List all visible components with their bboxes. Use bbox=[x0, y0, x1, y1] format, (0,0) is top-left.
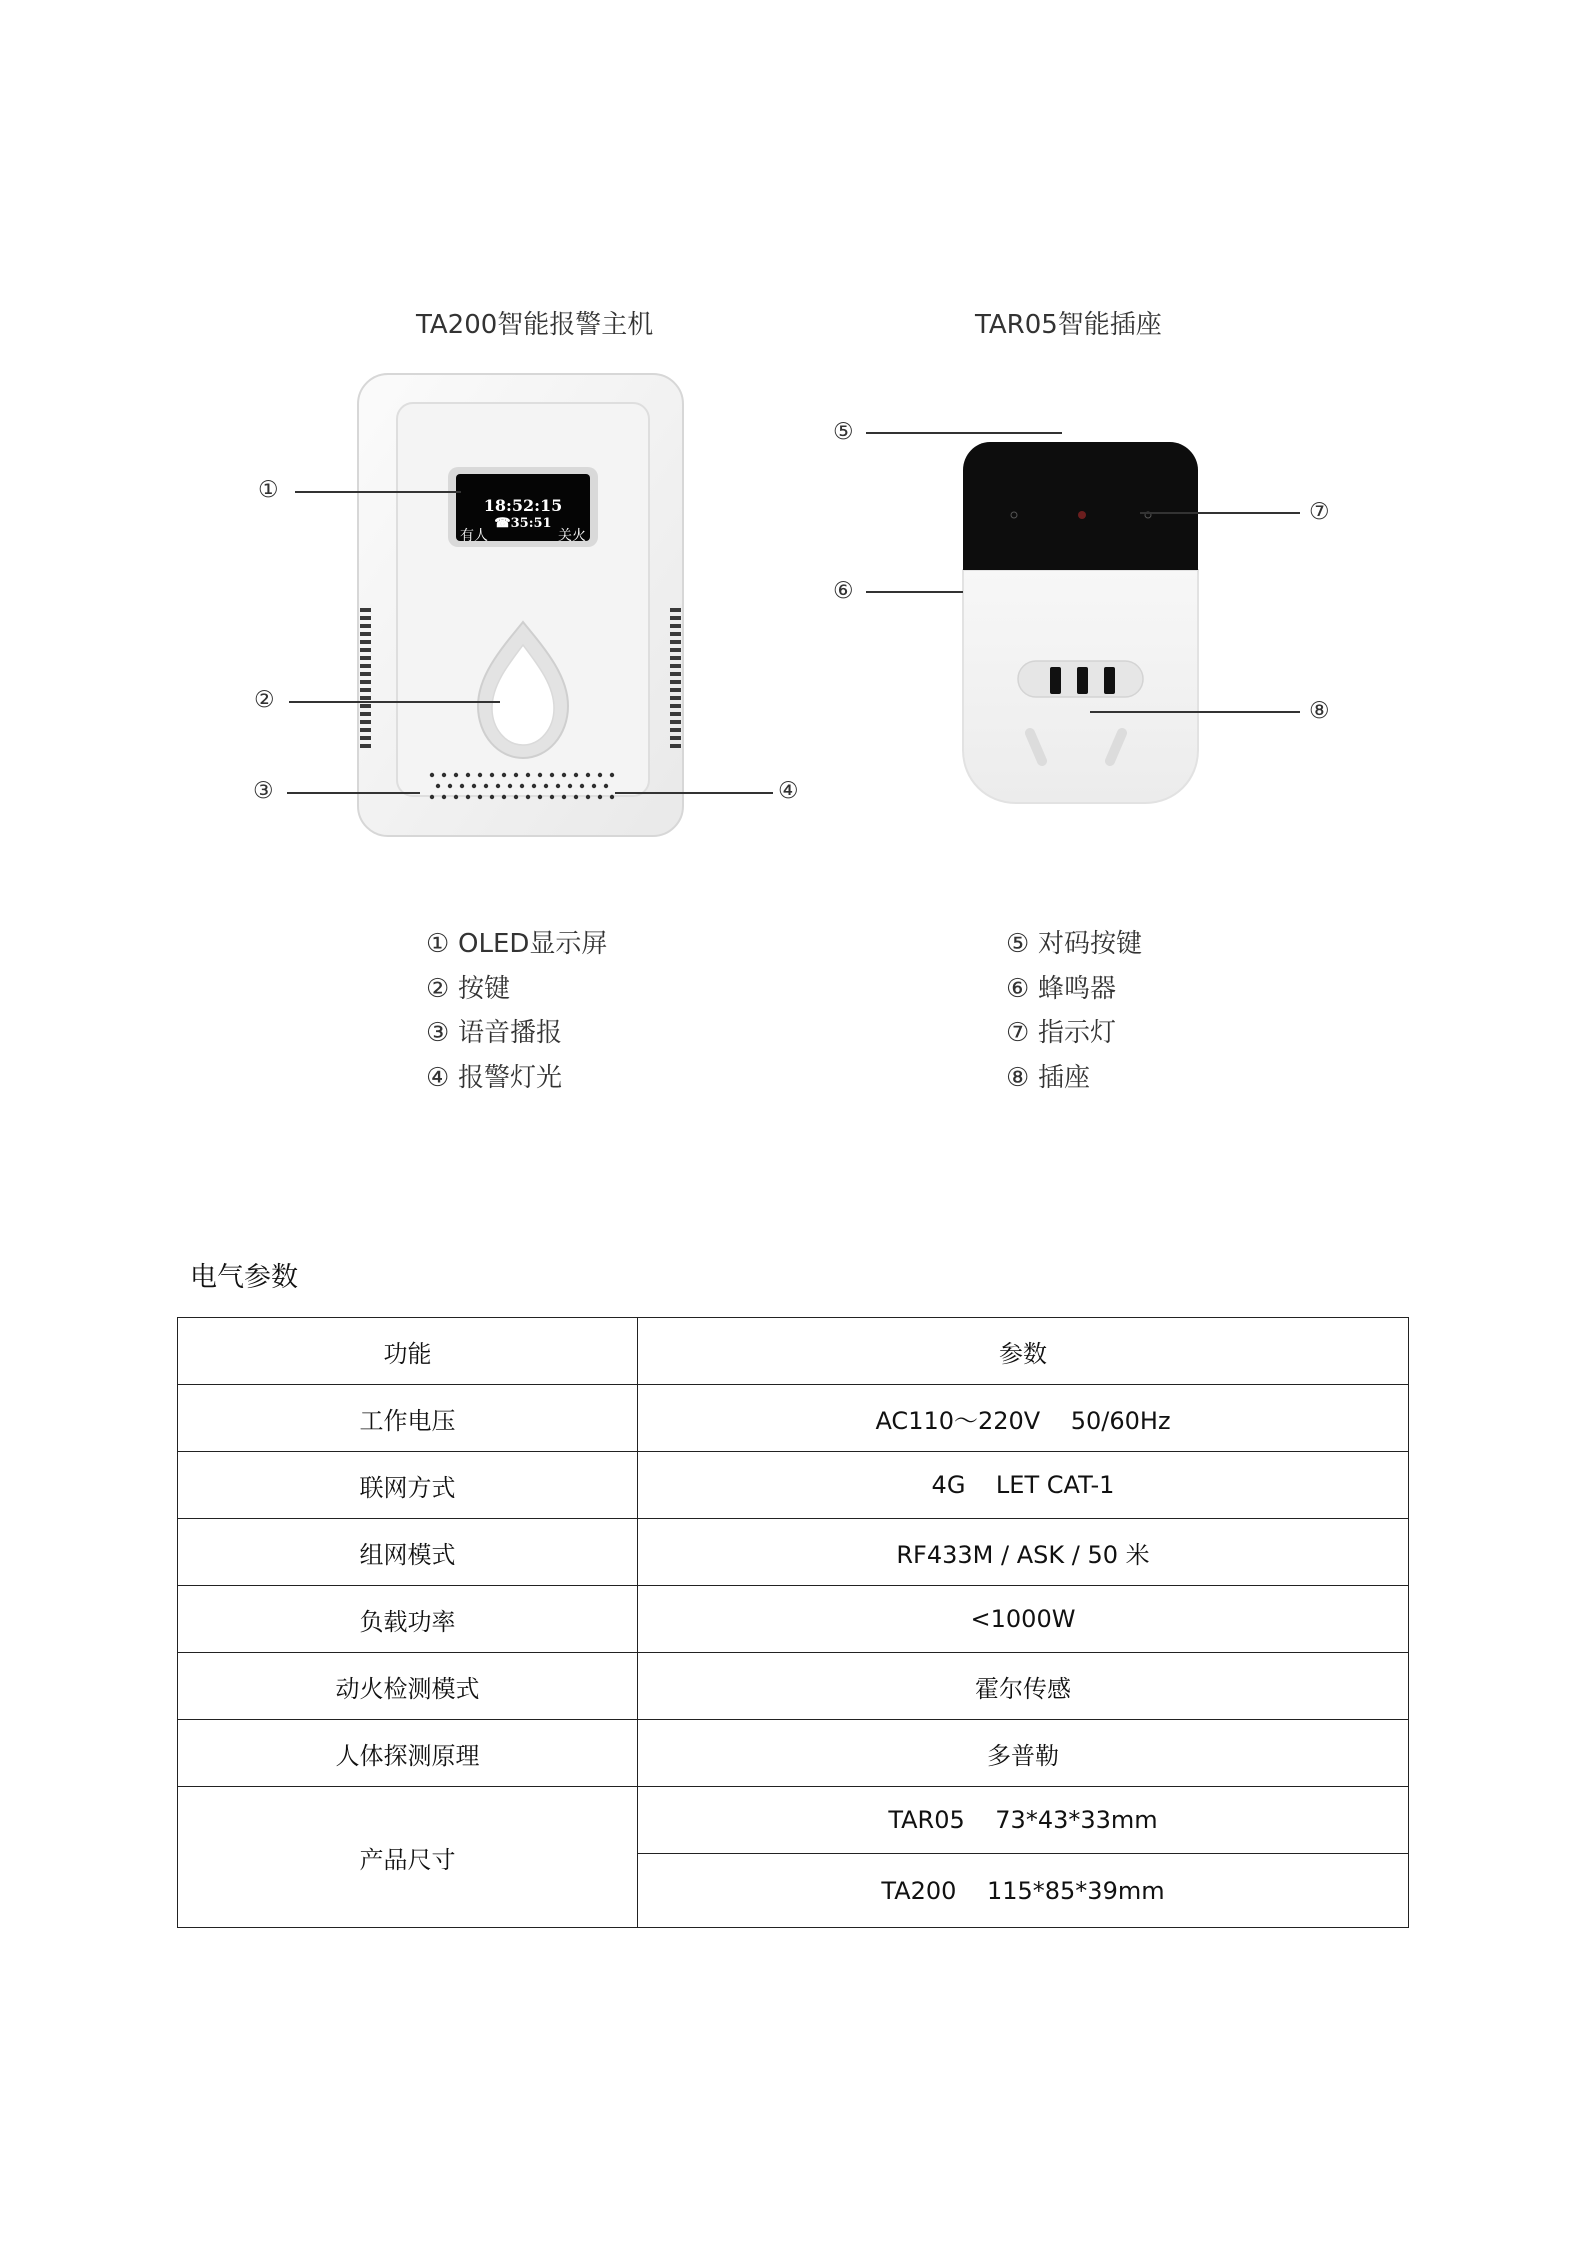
section-title: 电气参数 bbox=[190, 1262, 298, 1293]
row-label: 联网方式 bbox=[178, 1452, 638, 1519]
table-header-row bbox=[178, 1318, 1409, 1385]
ta200-device bbox=[358, 374, 683, 836]
oled-left-status: 有人 bbox=[460, 528, 488, 544]
legend-item bbox=[1006, 1056, 1142, 1101]
row-label: 组网模式 bbox=[178, 1519, 638, 1586]
header-cell-function: 功能 bbox=[178, 1318, 638, 1385]
table-row bbox=[178, 1385, 1409, 1452]
legend-num: ② bbox=[426, 973, 450, 1004]
legend-tar05 bbox=[1006, 922, 1142, 1100]
legend-item bbox=[1006, 922, 1142, 967]
row-value: 霍尔传感 bbox=[638, 1653, 1409, 1720]
oled-time: 18:52:15 bbox=[483, 496, 563, 515]
marker-7: ⑦ bbox=[1309, 499, 1330, 525]
row-label: 负载功率 bbox=[178, 1586, 638, 1653]
ta200-title: TA200智能报警主机 bbox=[416, 310, 654, 340]
slot-1 bbox=[1050, 667, 1061, 694]
table-row bbox=[178, 1720, 1409, 1787]
marker-6: ⑥ bbox=[833, 578, 854, 604]
row-label-size: 产品尺寸 bbox=[178, 1787, 638, 1928]
legend-item bbox=[1006, 967, 1142, 1012]
legend-text: 蜂鸣器 bbox=[1038, 973, 1117, 1004]
marker-8: ⑧ bbox=[1309, 698, 1330, 724]
table-row bbox=[178, 1787, 1409, 1854]
table-row bbox=[178, 1519, 1409, 1586]
legend-num: ⑦ bbox=[1006, 1018, 1030, 1048]
legend-num: ⑤ bbox=[1006, 929, 1030, 959]
row-label: 人体探测原理 bbox=[178, 1720, 638, 1787]
oled-right-status: 关火 bbox=[558, 528, 586, 544]
slot-3 bbox=[1104, 667, 1115, 694]
legend-text: 指示灯 bbox=[1038, 1018, 1117, 1048]
marker-3: ③ bbox=[253, 778, 274, 804]
indicator-led bbox=[1078, 511, 1086, 519]
legend-num: ③ bbox=[426, 1018, 450, 1048]
marker-1: ① bbox=[258, 477, 279, 503]
device-illustration bbox=[0, 0, 1587, 1000]
legend-text: 报警灯光 bbox=[458, 1062, 563, 1093]
legend-text: 按键 bbox=[458, 973, 511, 1004]
row-value: <1000W bbox=[638, 1586, 1409, 1653]
legend-item bbox=[426, 922, 607, 967]
slot-2 bbox=[1077, 667, 1088, 694]
legend-text: 对码按键 bbox=[1038, 929, 1143, 959]
legend-num: ⑧ bbox=[1006, 1062, 1030, 1093]
row-value: TA200 115*85*39mm bbox=[638, 1854, 1409, 1928]
row-label: 动火检测模式 bbox=[178, 1653, 638, 1720]
row-value: 4G LET CAT-1 bbox=[638, 1452, 1409, 1519]
plug-top-cover bbox=[963, 442, 1198, 570]
table-row bbox=[178, 1586, 1409, 1653]
table-row bbox=[178, 1653, 1409, 1720]
header-cell-param: 参数 bbox=[638, 1318, 1409, 1385]
tar05-title: TAR05智能插座 bbox=[975, 310, 1162, 340]
row-value: AC110～220V 50/60Hz bbox=[638, 1385, 1409, 1452]
row-value: 多普勒 bbox=[638, 1720, 1409, 1787]
legend-item bbox=[426, 1056, 607, 1101]
legend-text: 语音播报 bbox=[458, 1018, 563, 1048]
legend-num: ⑥ bbox=[1006, 973, 1030, 1004]
legend-text: OLED显示屏 bbox=[458, 929, 608, 959]
marker-2: ② bbox=[254, 687, 275, 713]
legend-num: ① bbox=[426, 929, 450, 959]
legend-ta200 bbox=[426, 922, 607, 1100]
marker-5: ⑤ bbox=[833, 419, 854, 445]
legend-text: 插座 bbox=[1038, 1062, 1091, 1093]
legend-item bbox=[426, 1011, 607, 1056]
legend-item bbox=[1006, 1011, 1142, 1056]
marker-4: ④ bbox=[778, 778, 799, 804]
params-table bbox=[177, 1317, 1409, 1928]
oled-timer: ☎35:51 bbox=[494, 516, 552, 531]
legend-item bbox=[426, 967, 607, 1012]
row-value: TAR05 73*43*33mm bbox=[638, 1787, 1409, 1854]
tar05-device bbox=[963, 442, 1198, 803]
table-row bbox=[178, 1452, 1409, 1519]
row-value: RF433M / ASK / 50 米 bbox=[638, 1519, 1409, 1586]
row-label: 工作电压 bbox=[178, 1385, 638, 1452]
legend-num: ④ bbox=[426, 1062, 450, 1093]
